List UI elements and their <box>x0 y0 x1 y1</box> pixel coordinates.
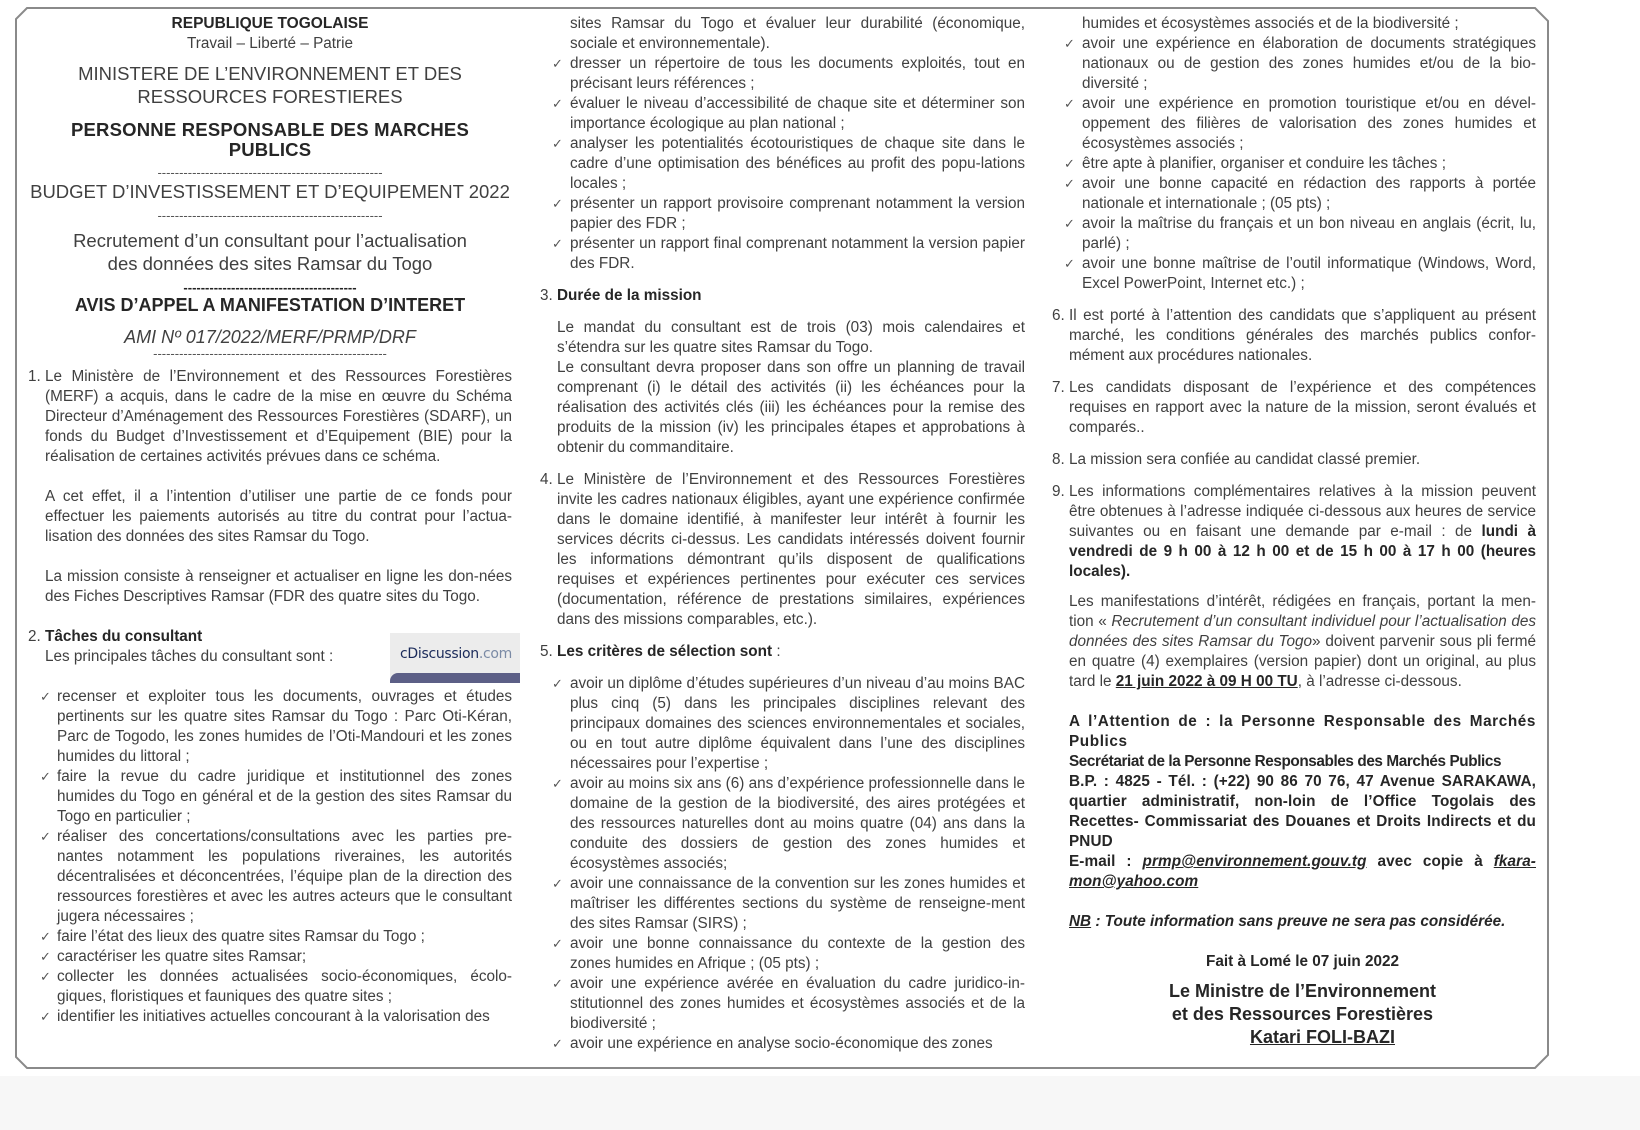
column-3 <box>1052 14 1536 1049</box>
column-1 <box>28 14 512 1027</box>
section-9-paragraph-2a: Les manifestations d’intérêt, rédigées en français, portant la men-tion « <box>1069 593 1536 630</box>
task-item: ✓ analyser les potentialités écotouristiques de chaque site dans le cadre d’une optimisation des bénéfices au profit des popu-lations locales ; <box>552 135 1025 192</box>
signatory-title-line-1: Le Ministre de l’Environnement <box>1168 981 1437 1001</box>
section-number: 6. <box>1052 307 1065 324</box>
section-8 <box>1052 450 1536 470</box>
place-date: Fait à Lomé le 07 juin 2022 <box>1206 953 1399 970</box>
avis-heading: AVIS D’APPEL A MANIFESTATION D’INTERET <box>74 295 466 315</box>
criteria-item: ✓ avoir une bonne connaissance du contexte de la gestion des zones humides en Afrique ; (05 pts) ; <box>552 935 1025 972</box>
task-continuation: sites Ramsar du Togo et évaluer leur durabilité (économique, sociale et environnementale). <box>570 15 1025 52</box>
section-6 <box>1052 306 1536 366</box>
check-icon: ✓ <box>1064 156 1075 171</box>
criteria-list-col2 <box>540 674 1025 1054</box>
section-3 <box>540 286 1025 458</box>
budget-heading: BUDGET D’INVESTISSEMENT ET D’EQUIPEMENT 2022 <box>30 181 510 202</box>
task-item: ✓ caractériser les quatre sites Ramsar; <box>40 948 307 965</box>
task-item: ✓ recenser et exploiter tous les documents, ouvrages et études pertinents sur les quatre sites Ramsar du Togo : Parc Oti-Kéran, Parc de Togodo, les zones humides de l’Oti-Mandouri et les zones humides du littoral ; <box>40 688 512 765</box>
check-icon: ✓ <box>552 196 563 211</box>
criteria-item: ✓ avoir une bonne maîtrise de l’outil informatique (Windows, Word, Excel PowerPoint, Internet etc.) ; <box>1064 255 1536 292</box>
section-number: 8. <box>1052 451 1065 468</box>
republic-motto: Travail – Liberté – Patrie <box>186 35 354 52</box>
section-9-paragraph-2c: , à l’adresse ci-dessous. <box>1297 673 1462 690</box>
check-icon: ✓ <box>40 769 51 784</box>
section-8-paragraph: La mission sera confiée au candidat classé premier. <box>1069 451 1421 468</box>
check-icon: ✓ <box>552 976 563 991</box>
section-9-paragraph-1: Les informations complémentaires relatives à la mission peuvent être obtenues à l’adresse indiquée ci-dessous aux heures de service suivantes ou en faisant une demande par e-mail : de <box>1069 483 1536 540</box>
criteria-item: ✓ avoir une connaissance de la convention sur les zones humides et maîtriser les différentes sections du système de renseigne-ment des sites Ramsar (SIRS) ; <box>552 875 1025 932</box>
check-icon: ✓ <box>40 949 51 964</box>
watermark-bar <box>390 673 520 683</box>
separator: ------------------------------------------------------ <box>153 347 387 361</box>
check-icon: ✓ <box>552 876 563 891</box>
task-list-col2 <box>540 14 1025 274</box>
email-label: E-mail : <box>1069 853 1143 870</box>
signatory-name: Katari FOLI-BAZI <box>1249 1027 1395 1047</box>
section-3-title: Durée de la mission <box>557 287 702 304</box>
criteria-item: ✓ avoir une expérience avérée en évaluation du cadre juridico-in-stitutionnel des zones humides et écosystèmes associés et de la biodiversité ; <box>552 975 1025 1032</box>
criteria-item: ✓ avoir un diplôme d’études supérieures d’un niveau d’au moins BAC plus cinq (5) dans les principales disciplines relevant des principaux domaines des sciences environnementales et sociales, ou en tout autre diplôme équivalent dans l’une des disciplines nécessaires pour l’expertise ; <box>552 675 1025 772</box>
check-icon: ✓ <box>1064 36 1075 51</box>
task-item: ✓ réaliser des concertations/consultations avec les parties pre-nantes notamment les populations riveraines, les autorités décentralisées et déconcentrées, l’équipe plan de la direction des ressources forestières et avec les autres acteurs que le consultant jugera nécessaires ; <box>40 828 512 925</box>
section-number: 4. <box>540 471 553 488</box>
section-5 <box>540 642 1025 662</box>
section-2-title: Tâches du consultant <box>45 628 203 645</box>
section-3-paragraph-2: Le consultant devra proposer dans son offre un planning de travail comprenant (i) le détail des activités (ii) les échéances pour la réalisation des activités clés (iii) les échéances pour la remise des produits de la mission (iv) les principales étapes et approbations à obtenir du commanditaire. <box>557 359 1025 456</box>
section-number: 2. <box>28 628 41 645</box>
nb-note <box>1069 912 1536 932</box>
criteria-item: ✓ avoir une expérience en analyse socio-économique des zones <box>552 1035 993 1052</box>
criteria-item: ✓ avoir au moins six ans (6) ans d’expérience professionnelle dans le domaine de la gestion de la biodiversité, des aires protégées et des ressources naturelles dont au moins quatre (04) ans dans la conduite des dossiers de gestion des zones humides et écosystèmes associés; <box>552 775 1025 872</box>
recruit-line-2: des données des sites Ramsar du Togo <box>107 253 433 274</box>
separator: ---------------------------------------------------- <box>157 166 383 180</box>
task-item: ✓ faire la revue du cadre juridique et institutionnel des zones humides du Togo en général et de la gestion des sites Ramsar du Togo en particulier ; <box>40 768 512 825</box>
section-1-paragraph-2: A cet effet, il a l’intention d’utiliser une partie de ce fonds pour effectuer les paiements autorisés au titre du contrat pour l’actua-lisation des données des sites Ramsar du Togo. <box>45 488 512 545</box>
section-4 <box>540 470 1025 630</box>
prmp-heading: PERSONNE RESPONSABLE DES MARCHES PUBLICS <box>70 119 470 160</box>
cdiscussion-watermark-logo <box>390 633 520 683</box>
criteria-continuation: humides et écosystèmes associés et de la biodiversité ; <box>1082 15 1459 32</box>
nb-label: NB <box>1069 913 1092 930</box>
submission-deadline: 21 juin 2022 à 09 H 00 TU <box>1115 673 1298 690</box>
check-icon: ✓ <box>1064 176 1075 191</box>
criteria-item: ✓ avoir une expérience en promotion touristique et/ou en dével-oppement des filières de valorisation des zones humides et écosystèmes associés ; <box>1064 95 1536 152</box>
criteria-item: ✓ avoir une bonne capacité en rédaction des rapports à portée nationale et internationale ; (05 pts) ; <box>1064 175 1536 212</box>
task-item: ✓ collecter les données actualisées socio-économiques, écolo-giques, floristiques et fauniques des quatre sites ; <box>40 968 512 1005</box>
criteria-item: ✓ avoir une expérience en élaboration de documents stratégiques nationaux ou de gestion des zones humides et/ou de la bio-diversité ; <box>1064 35 1536 92</box>
section-1-paragraph-1: Le Ministère de l’Environnement et des Ressources Forestières (MERF) a acquis, dans le cadre de la mise en œuvre du Schéma Directeur d’Aménagement des Ressources Forestières (SDARF), un fonds du Budget d’Investissement et d’Equipement (BIE) pour la réalisation de certaines activités prévues dans ce schéma. <box>45 368 512 465</box>
section-number: 5. <box>540 643 553 660</box>
copy-email-link[interactable]: fkara-mon@yahoo.com <box>1069 853 1536 890</box>
check-icon: ✓ <box>552 936 563 951</box>
criteria-item: ✓ avoir la maîtrise du français et un bon niveau en anglais (écrit, lu, parlé) ; <box>1064 215 1536 252</box>
section-1-paragraph-3: La mission consiste à renseigner et actualiser en ligne les don-nées des Fiches Descriptives Ramsar (FDR des quatre sites du Togo. <box>45 568 512 605</box>
check-icon: ✓ <box>1064 256 1075 271</box>
mission-title-quote: Recrutement d’un consultant individuel pour l’actualisation des données des sites Ramsar du Togo <box>1069 613 1537 650</box>
section-6-paragraph: Il est porté à l’attention des candidats que s’appliquent au présent marché, les conditions générales des marchés publics confor-mément aux procédures nationales. <box>1069 307 1536 364</box>
section-3-paragraph-1: Le mandat du consultant est de trois (03) mois calendaires et s’étendra sur les quatre sites Ramsar du Togo. <box>557 319 1025 356</box>
section-number: 9. <box>1052 483 1065 500</box>
section-9-paragraph-2b: » doivent parvenir sous pli fermé en quatre (4) exemplaires (version papier) dont un original, au plus tard le <box>1069 633 1536 690</box>
task-list-col1 <box>28 687 512 1027</box>
watermark-brand: cDiscussion <box>400 646 479 662</box>
section-7 <box>1052 378 1536 438</box>
criteria-item: ✓ être apte à planifier, organiser et conduire les tâches ; <box>1064 155 1446 172</box>
secretariat-line: Secrétariat de la Personne Responsables des Marchés Publics <box>1069 753 1502 770</box>
check-icon: ✓ <box>1064 96 1075 111</box>
page-bottom-band <box>0 1076 1640 1130</box>
task-item: ✓ dresser un répertoire de tous les documents exploités, tout en précisant leurs références ; <box>552 55 1025 92</box>
section-4-paragraph: Le Ministère de l’Environnement et des Ressources Forestières invite les cadres nationaux éligibles, ayant une expérience confirmée dans le domaine identifié, à manifester leur intérêt à fournir les services décrits ci-dessus. Les candidats intéressés doivent fournir les informations démontrant qu’ils disposent de qualifications requises et expériences pertinentes pour exécuter ces services (documentation, référence de prestations similaires, expériences dans des missions comparables, etc.). <box>557 471 1025 628</box>
column-2 <box>540 14 1025 1054</box>
check-icon: ✓ <box>40 1009 51 1024</box>
check-icon: ✓ <box>552 56 563 71</box>
check-icon: ✓ <box>1064 216 1075 231</box>
check-icon: ✓ <box>552 1036 563 1051</box>
check-icon: ✓ <box>40 829 51 844</box>
check-icon: ✓ <box>40 929 51 944</box>
task-item: ✓ identifier les initiatives actuelles concourant à la valorisation des <box>40 1008 490 1025</box>
check-icon: ✓ <box>552 136 563 151</box>
signatory-title-line-2: et des Ressources Forestières <box>1171 1004 1434 1024</box>
section-1 <box>28 367 512 607</box>
ministry-line-1: MINISTERE DE L’ENVIRONNEMENT ET DES <box>78 63 462 84</box>
section-7-paragraph: Les candidats disposant de l’expérience et des compétences requises en rapport avec la nature de la mission, seront évalués et comparés.. <box>1069 379 1536 436</box>
nb-text: : Toute information sans preuve ne sera pas considérée. <box>1091 913 1506 930</box>
section-number: 7. <box>1052 379 1065 396</box>
section-number: 3. <box>540 287 553 304</box>
email-link[interactable]: prmp@environnement.gouv.tg <box>1142 853 1367 870</box>
separator: ---------------------------------------------------- <box>157 209 383 223</box>
attention-line: A l’Attention de : la Personne Responsable des Marchés Publics <box>1069 713 1536 750</box>
recruit-line-1: Recrutement d’un consultant pour l’actualisation <box>73 230 467 251</box>
check-icon: ✓ <box>552 236 563 251</box>
ministry-line-2: RESSOURCES FORESTIERES <box>137 86 403 107</box>
section-number: 1. <box>28 368 41 385</box>
check-icon: ✓ <box>552 776 563 791</box>
office-hours: lundi à vendredi de 9 h 00 à 12 h 00 et de 15 h 00 à 17 h 00 (heures locales). <box>1069 523 1536 580</box>
postal-address: B.P. : 4825 - Tél. : (+22) 90 86 70 76, 47 Avenue SARAKAWA, quartier administratif, non-loin de l’Office Togolais des Recettes- Commissariat des Douanes et Droits Indirects et du PNUD <box>1069 773 1536 850</box>
criteria-list-col3 <box>1052 14 1536 294</box>
task-item: ✓ évaluer le niveau d’accessibilité de chaque site et déterminer son importance écologique au plan national ; <box>552 95 1025 132</box>
bold-separator: ---------------------------------------- <box>183 281 357 295</box>
task-item: ✓ faire l’état des lieux des quatre sites Ramsar du Togo ; <box>40 928 425 945</box>
section-2-intro: Les principales tâches du consultant sont : <box>45 648 334 665</box>
check-icon: ✓ <box>552 96 563 111</box>
check-icon: ✓ <box>552 676 563 691</box>
section-5-title: Les critères de sélection sont <box>557 643 773 660</box>
watermark-domain: .com <box>478 646 513 662</box>
check-icon: ✓ <box>40 689 51 704</box>
section-5-title-suffix: : <box>772 643 781 660</box>
task-item: ✓ présenter un rapport provisoire comprenant notamment la version papier des FDR ; <box>552 195 1025 232</box>
republic-title: REPUBLIQUE TOGOLAISE <box>171 15 369 32</box>
check-icon: ✓ <box>40 969 51 984</box>
task-item: ✓ présenter un rapport final comprenant notamment la version papier des FDR. <box>552 235 1025 272</box>
section-9 <box>1052 482 1536 1049</box>
ami-reference: AMI Nº 017/2022/MERF/PRMP/DRF <box>124 327 416 347</box>
copy-label: avec copie à <box>1366 853 1494 870</box>
